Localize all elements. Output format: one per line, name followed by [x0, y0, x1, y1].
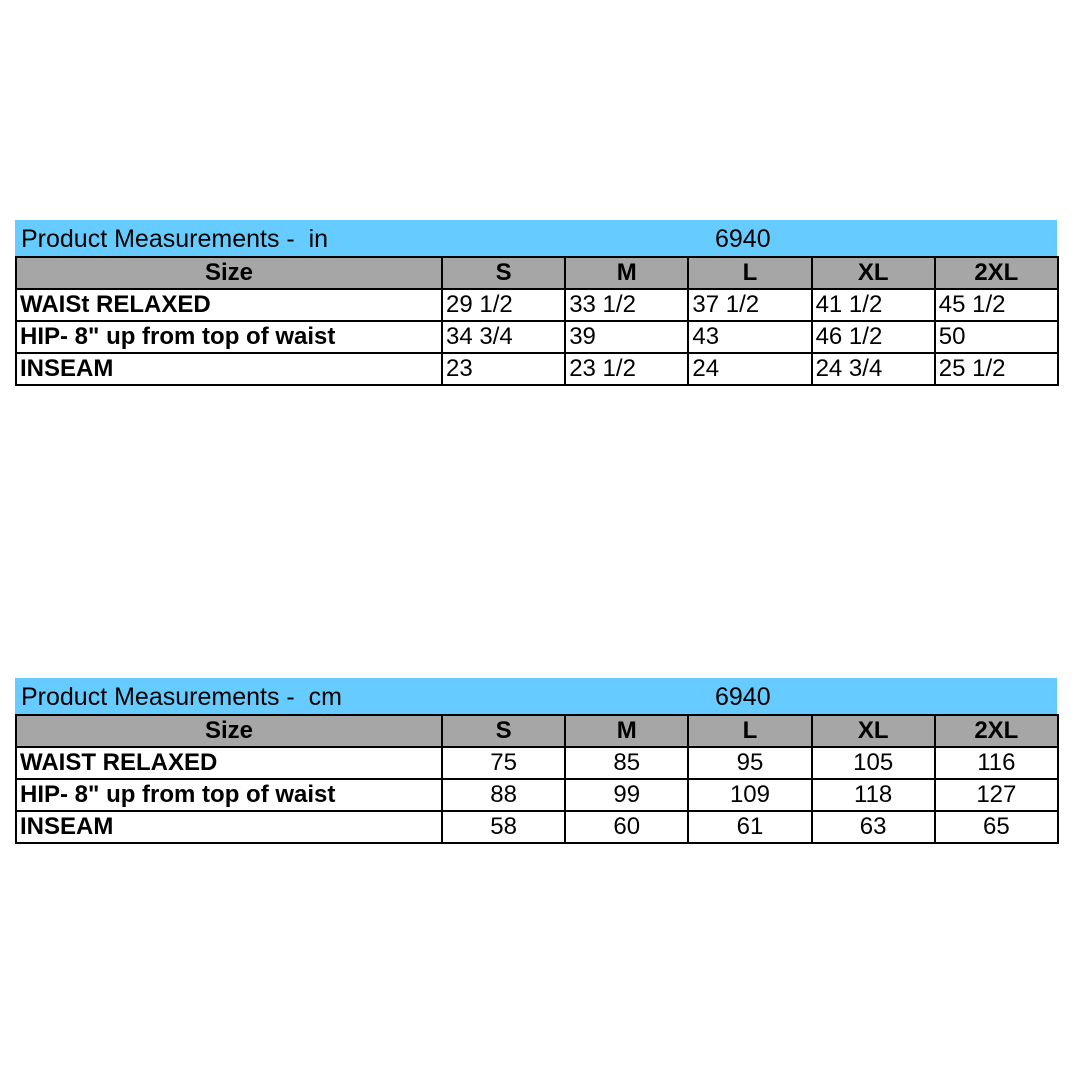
table-cell: 95 [688, 747, 811, 779]
row-label: WAISt RELAXED [16, 289, 442, 321]
table-row [16, 779, 1058, 811]
table-cell: 34 3/4 [442, 321, 565, 353]
table-row [16, 289, 1058, 321]
header-cell-s: S [442, 715, 565, 747]
table-cell: 58 [442, 811, 565, 843]
table-cell: 116 [935, 747, 1058, 779]
size-chart-cm [15, 678, 1057, 844]
table-row [16, 321, 1058, 353]
size-chart-inches [15, 220, 1057, 386]
table-cell: 33 1/2 [565, 289, 688, 321]
header-cell-m: M [565, 715, 688, 747]
table-cell: 46 1/2 [812, 321, 935, 353]
table-cell: 127 [935, 779, 1058, 811]
table-cell: 75 [442, 747, 565, 779]
header-cell-size: Size [16, 715, 442, 747]
table-cell: 23 1/2 [565, 353, 688, 385]
table-row [16, 747, 1058, 779]
table-cell: 25 1/2 [935, 353, 1058, 385]
table-row [16, 811, 1058, 843]
chart-title: Product Measurements - in [21, 225, 329, 253]
table-cell: 37 1/2 [688, 289, 811, 321]
chart-title-banner [15, 220, 1057, 256]
chart-title-banner [15, 678, 1057, 714]
table-cell: 45 1/2 [935, 289, 1058, 321]
header-row [16, 715, 1058, 747]
header-cell-2xl: 2XL [935, 257, 1058, 289]
table-cell: 23 [442, 353, 565, 385]
row-label: HIP- 8" up from top of waist [16, 321, 442, 353]
chart-title: Product Measurements - cm [21, 683, 342, 711]
table-cell: 60 [565, 811, 688, 843]
table-cell: 118 [812, 779, 935, 811]
row-label: INSEAM [16, 353, 442, 385]
row-label: HIP- 8" up from top of waist [16, 779, 442, 811]
row-label: WAIST RELAXED [16, 747, 442, 779]
table-cell: 85 [565, 747, 688, 779]
table-cell: 29 1/2 [442, 289, 565, 321]
header-cell-m: M [565, 257, 688, 289]
measurement-table [15, 714, 1059, 844]
header-cell-xl: XL [812, 257, 935, 289]
table-cell: 63 [812, 811, 935, 843]
table-cell: 43 [688, 321, 811, 353]
header-cell-l: L [688, 715, 811, 747]
table-cell: 41 1/2 [812, 289, 935, 321]
header-cell-s: S [442, 257, 565, 289]
header-cell-2xl: 2XL [935, 715, 1058, 747]
table-cell: 24 [688, 353, 811, 385]
measurement-table [15, 256, 1059, 386]
style-code: 6940 [715, 225, 771, 253]
header-cell-l: L [688, 257, 811, 289]
table-cell: 61 [688, 811, 811, 843]
table-cell: 109 [688, 779, 811, 811]
table-cell: 88 [442, 779, 565, 811]
table-cell: 105 [812, 747, 935, 779]
row-label: INSEAM [16, 811, 442, 843]
table-cell: 39 [565, 321, 688, 353]
table-cell: 24 3/4 [812, 353, 935, 385]
table-cell: 50 [935, 321, 1058, 353]
table-cell: 65 [935, 811, 1058, 843]
table-row [16, 353, 1058, 385]
header-cell-size: Size [16, 257, 442, 289]
table-cell: 99 [565, 779, 688, 811]
header-cell-xl: XL [812, 715, 935, 747]
style-code: 6940 [715, 683, 771, 711]
header-row [16, 257, 1058, 289]
